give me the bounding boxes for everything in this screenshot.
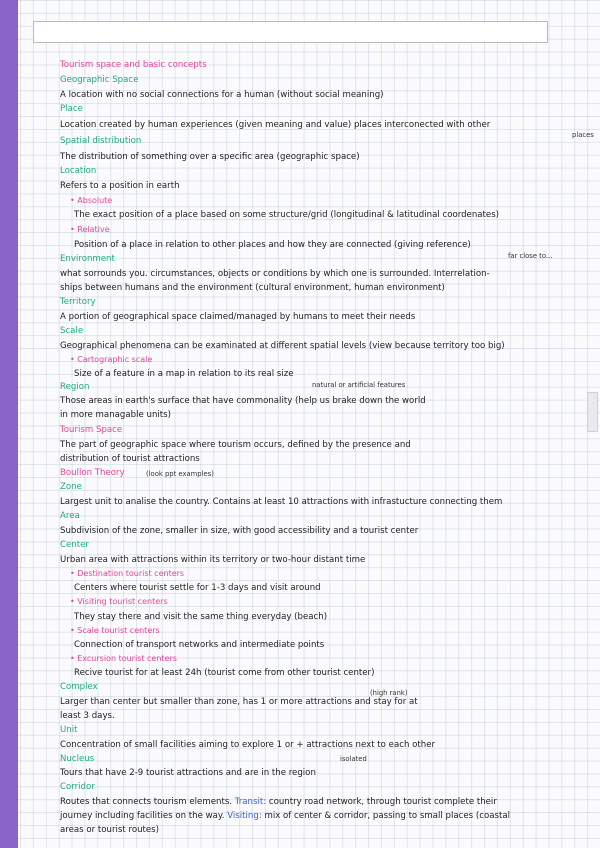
note-far-close: far close to...	[508, 252, 553, 260]
text-transit: country road network, through tourist complete their	[268, 797, 497, 807]
heading-place: Place	[60, 104, 83, 114]
heading-location: Location	[60, 166, 97, 176]
text-visiting-centers: They stay there and visit the same thing everyday (beach)	[74, 612, 328, 622]
note-look-ppt: (look ppt examples)	[146, 470, 214, 478]
text-destination-centers: Centers where tourist settle for 1-3 days and visit around	[74, 583, 321, 593]
text-territory: A portion of geographical space claimed/managed by humans to meet their needs	[60, 312, 416, 322]
heading-tourism-space: Tourism Space	[60, 425, 123, 435]
bullet-absolute: • Absolute	[70, 196, 113, 205]
text-unit: Concentration of small facilities aiming to explore 1 or + attractions next to each other	[60, 740, 436, 750]
text-scale-centers: Connection of transport networks and intermediate points	[74, 640, 325, 650]
text-environment-1: what sorrounds you. circumstances, objects or conditions by which one is surrounded. Interrelation-	[60, 269, 490, 279]
text-spatial-distribution: The distribution of something over a specific area (geographic space)	[60, 152, 360, 162]
text-transit-cont: journey including facilities on the way.	[60, 811, 225, 821]
left-purple-bar	[0, 0, 18, 848]
text-region-2: in more managable units)	[60, 410, 171, 420]
bullet-scale-centers: • Scale tourist centers	[70, 626, 160, 635]
text-place-cont: places	[572, 131, 594, 139]
text-complex-1: Larger than center but smaller than zone, has 1 or more attractions and stay for at	[60, 697, 418, 707]
text-area: Subdivision of the zone, smaller in size, with good accessibility and a tourist center	[60, 526, 419, 536]
heading-complex: Complex	[60, 682, 98, 692]
bullet-visiting-centers: • Visiting tourist centers	[70, 597, 168, 606]
note-natural-artificial: natural or artificial features	[312, 381, 406, 389]
heading-corridor: Corridor	[60, 782, 95, 792]
text-center: Urban area with attractions within its territory or two-hour distant time	[60, 555, 366, 565]
text-location: Refers to a position in earth	[60, 181, 180, 191]
text-absolute: The exact position of a place based on some structure/grid (longitudinal & latitudinal coordenates)	[74, 210, 500, 220]
text-cartographic-scale: Size of a feature in a map in relation to its real size	[74, 369, 294, 379]
bullet-cartographic-scale: • Cartographic scale	[70, 355, 153, 364]
text-corridor-3: areas or tourist routes)	[60, 825, 160, 835]
note-high-rank: (high rank)	[370, 689, 408, 697]
heading-center: Center	[60, 540, 89, 550]
text-geographic-space: A location with no social connections for a human (without social meaning)	[60, 90, 384, 100]
heading-area: Area	[60, 511, 80, 521]
heading-scale: Scale	[60, 326, 84, 336]
bullet-excursion-centers: • Excursion tourist centers	[70, 654, 177, 663]
text-tourism-space-1: The part of geographic space where tourism occurs, defined by the presence and	[60, 440, 411, 450]
header-box	[33, 21, 548, 43]
text-excursion-centers: Recive tourist for at least 24h (tourist come from other tourist center)	[74, 668, 375, 678]
text-environment-2: ships between humans and the environment (cultural environment, human environment)	[60, 283, 445, 293]
text-place: Location created by human experiences (given meaning and value) places interconected with other	[60, 120, 491, 130]
text-region-1: Those areas in earth's surface that have commonality (help us brake down the world	[60, 396, 426, 406]
heading-region: Region	[60, 382, 90, 392]
heading-zone: Zone	[60, 482, 82, 492]
heading-nucleus: Nucleus	[60, 754, 95, 764]
text-corridor-2	[60, 811, 510, 821]
label-transit: Transit:	[234, 797, 267, 807]
bullet-relative: • Relative	[70, 225, 110, 234]
note-isolated: isolated	[340, 755, 367, 763]
heading-territory: Territory	[60, 297, 96, 307]
heading-boullon-theory: Boullon Theory	[60, 468, 125, 478]
text-tourism-space-2: distribution of tourist attractions	[60, 454, 200, 464]
heading-geographic-space: Geographic Space	[60, 75, 139, 85]
heading-environment: Environment	[60, 254, 115, 264]
label-visiting: Visiting:	[227, 811, 262, 821]
text-complex-2: least 3 days.	[60, 711, 115, 721]
text-visiting: mix of center & corridor, passing to small places (coastal	[264, 811, 510, 821]
heading-spatial-distribution: Spatial distribution	[60, 136, 142, 146]
side-tab	[587, 392, 598, 432]
text-nucleus: Tours that have 2-9 tourist attractions and are in the region	[60, 768, 316, 778]
text-corridor-1	[60, 797, 497, 807]
bullet-destination-centers: • Destination tourist centers	[70, 569, 185, 578]
heading-unit: Unit	[60, 725, 78, 735]
title: Tourism space and basic concepts	[60, 60, 207, 70]
text-relative: Position of a place in relation to other places and how they are connected (giving reference)	[74, 240, 471, 250]
text-scale: Geographical phenomena can be examinated at different spatial levels (view because territory too big)	[60, 341, 505, 351]
text-corridor-intro: Routes that connects tourism elements.	[60, 797, 233, 807]
text-zone: Largest unit to analise the country. Contains at least 10 attractions with infrastucture connecting them	[60, 497, 503, 507]
